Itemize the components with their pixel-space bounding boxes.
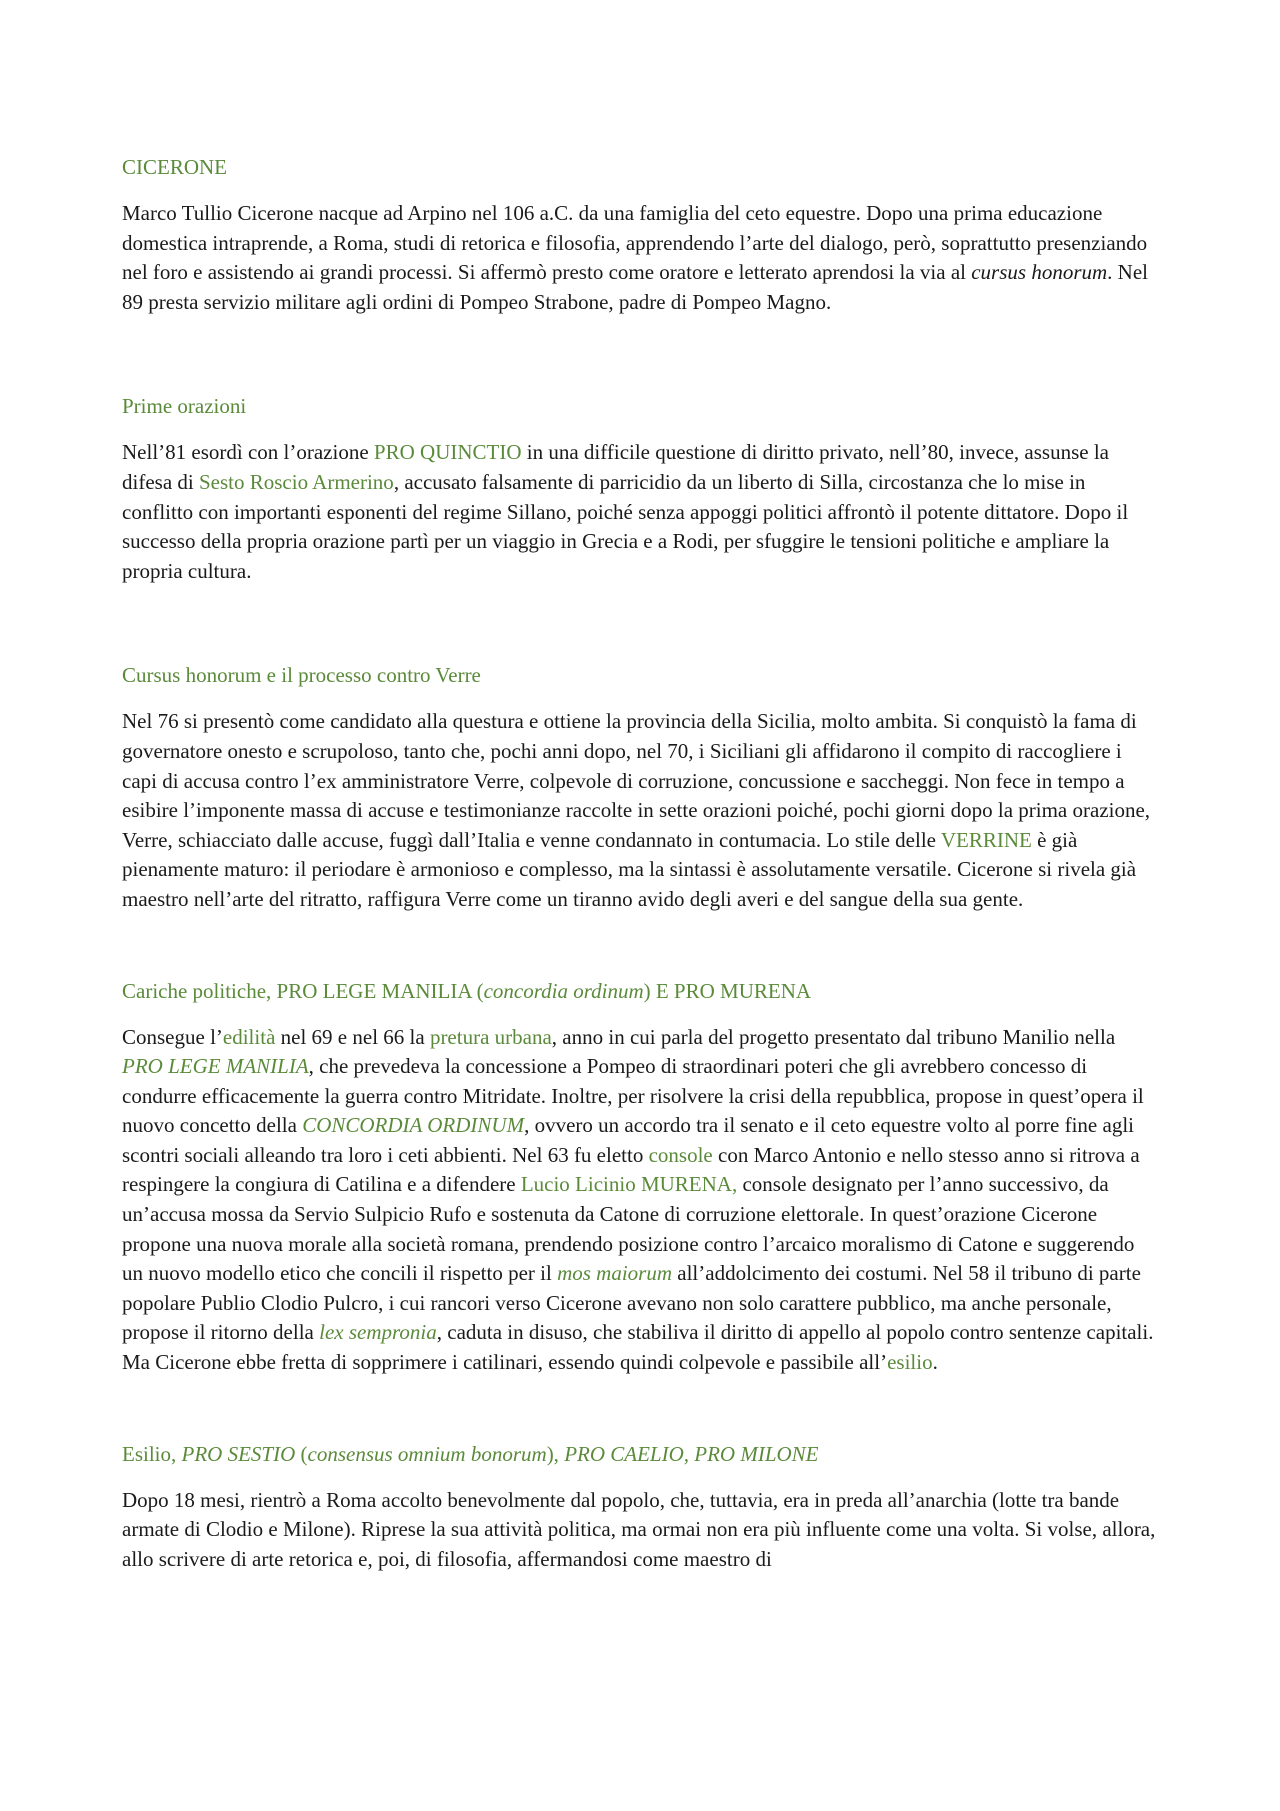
text-run: , caduta in disuso, che stabiliva il diritto di appello al popolo contro sentenze capitali. Ma Cicerone ebbe fretta di sopprimere i catilinari, essendo quindi colpevole e passibile all’ bbox=[122, 1320, 1154, 1375]
text-run: . Nel 89 presta servizio militare agli ordini di Pompeo Strabone, padre di Pompeo Magno. bbox=[122, 260, 1148, 314]
text-run: Consegue l’ bbox=[122, 1024, 223, 1049]
section-heading-cariche-politiche bbox=[122, 976, 1160, 1006]
section-body-prime-orazioni bbox=[122, 438, 1160, 586]
text-run: con Marco Antonio e nello stesso anno si ritrova a respingere la congiura di Catilina e a difendere bbox=[122, 1142, 1140, 1197]
intro-paragraph bbox=[122, 199, 1160, 317]
italic-term: consensus omnium bonorum bbox=[307, 1441, 547, 1466]
text-run: ( bbox=[295, 1441, 308, 1466]
highlighted-term: console bbox=[648, 1142, 713, 1167]
highlighted-term: PRO QUINCTIO bbox=[373, 440, 522, 465]
document-title: CICERONE bbox=[122, 155, 227, 179]
text-run: . bbox=[932, 1350, 938, 1375]
highlighted-term: VERRINE bbox=[940, 827, 1032, 852]
text-run: , che prevedeva la concessione a Pompeo di straordinari poteri che gli avrebbero concesso di condurre efficacemente la guerra contro Mitridate. Inoltre, per risolvere la crisi della repubblica, propose in quest’opera il nuovo concetto della bbox=[122, 1054, 1144, 1138]
text-run: , accusato falsamente di parricidio da un liberto di Silla, circostanza che lo mise in conflitto con importanti esponenti del regime Sillano, poiché senza appoggi politici affrontò il potente dittatore. Dopo il successo della propria orazione partì per un viaggio in Grecia e a Rodi, per sfuggire le tensioni politiche e ampliare la propria cultura. bbox=[122, 469, 1129, 583]
highlighted-term: CONCORDIA ORDINUM bbox=[302, 1113, 525, 1138]
italic-term: concordia ordinum bbox=[483, 978, 644, 1003]
text-run: ) E PRO MURENA bbox=[643, 978, 812, 1003]
highlighted-term: Sesto Roscio Armerino bbox=[198, 469, 394, 494]
text-run: Cursus honorum e il processo contro Verre bbox=[122, 663, 481, 688]
text-run: nel 69 e nel 66 la bbox=[275, 1024, 430, 1049]
text-run: all’addolcimento dei costumi. Nel 58 il tribuno di parte popolare Publio Clodio Pulcro, i cui rancori verso Cicerone avevano non solo carattere pubblico, ma anche personale, propose il ritorno della bbox=[122, 1261, 1141, 1345]
text-run: Nell’81 esordì con l’orazione bbox=[122, 440, 374, 465]
text-run: , anno in cui parla del progetto presentato dal tribuno Manilio nella bbox=[551, 1024, 1116, 1049]
section-heading-prime-orazioni bbox=[122, 391, 1160, 421]
highlighted-term: pretura urbana bbox=[429, 1024, 552, 1049]
highlighted-term: PRO LEGE MANILIA bbox=[122, 1054, 309, 1079]
italic-term: PRO SESTIO bbox=[181, 1441, 296, 1466]
italic-term: cursus honorum bbox=[971, 260, 1108, 285]
text-run: Dopo 18 mesi, rientrò a Roma accolto benevolmente dal popolo, che, tuttavia, era in preda all’anarchia (lotte tra bande armate di Clodio e Milone). Riprese la sua attività politica, ma ormai non era più influente come una volta. Si volse, allora, allo scrivere di arte retorica e, poi, di filosofia, affermandosi come maestro di bbox=[122, 1487, 1156, 1571]
text-run: ), bbox=[546, 1441, 565, 1466]
text-run: è già pienamente maturo: il periodare è armonioso e complesso, ma la sintassi è assolutamente versatile. Cicerone si rivela già maestro nell’arte del ritratto, raffigura Verre come un tiranno avido degli averi e del sangue della sua gente. bbox=[122, 827, 1137, 911]
text-run: console designato per l’anno successivo, da un’accusa mossa da Servio Sulpicio Rufo e sostenuta da Catone di corruzione elettorale. In quest’orazione Cicerone propone una nuova morale alla società romana, prendendo posizione contro l’arcaico moralismo di Catone e suggerendo un nuovo modello etico che concili il rispetto per il bbox=[122, 1172, 1135, 1286]
text-run: Prime orazioni bbox=[122, 394, 247, 419]
text-run: Cariche politiche, PRO LEGE MANILIA ( bbox=[122, 978, 484, 1003]
highlighted-term: esilio bbox=[887, 1350, 933, 1375]
section-body-cariche-politiche bbox=[122, 1023, 1160, 1378]
text-run: , ovvero un accordo tra il senato e il ceto equestre volto al porre fine agli scontri sociali alleando tra loro i ceti abbienti. Nel 63 fu eletto bbox=[122, 1113, 1134, 1167]
italic-term: PRO CAELIO, PRO MILONE bbox=[564, 1441, 819, 1466]
text-run: Marco Tullio Cicerone nacque ad Arpino nel 106 a.C. da una famiglia del ceto equestre. Dopo una prima educazione domestica intraprende, a Roma, studi di retorica e filosofia, apprendendo l’arte del dialogo, però, soprattutto presenziando nel foro e assistendo ai grandi processi. Si affermò presto come oratore e letterato aprendosi la via al bbox=[122, 201, 1148, 285]
section-body-cursus-honorum bbox=[122, 707, 1160, 914]
highlighted-term: mos maiorum bbox=[557, 1261, 673, 1286]
section-body-esilio bbox=[122, 1486, 1160, 1575]
text-run: in una difficile questione di diritto privato, nell’80, invece, assunse la difesa di bbox=[122, 440, 1109, 494]
text-run: Esilio, bbox=[122, 1441, 182, 1466]
section-heading-esilio bbox=[122, 1439, 1160, 1469]
highlighted-term: lex sempronia bbox=[319, 1320, 437, 1345]
highlighted-term: edilità bbox=[222, 1024, 276, 1049]
text-run: Nel 76 si presentò come candidato alla questura e ottiene la provincia della Sicilia, molto ambita. Si conquistò la fama di governatore onesto e scrupoloso, tanto che, pochi anni dopo, nel 70, i Siciliani gli affidarono il compito di raccogliere i capi di accusa contro l’ex amministratore Verre, colpevole di corruzione, concussione e saccheggi. Non fece in tempo a esibire l’imponente massa di accuse e testimonianze raccolte in sette orazioni poiché, pochi giorni dopo la prima orazione, Verre, schiacciato dalle accuse, fuggì dall’Italia e venne condannato in contumacia. Lo stile delle bbox=[122, 709, 1151, 852]
highlighted-term: Lucio Licinio MURENA, bbox=[520, 1172, 738, 1197]
section-heading-cursus-honorum bbox=[122, 660, 1160, 690]
